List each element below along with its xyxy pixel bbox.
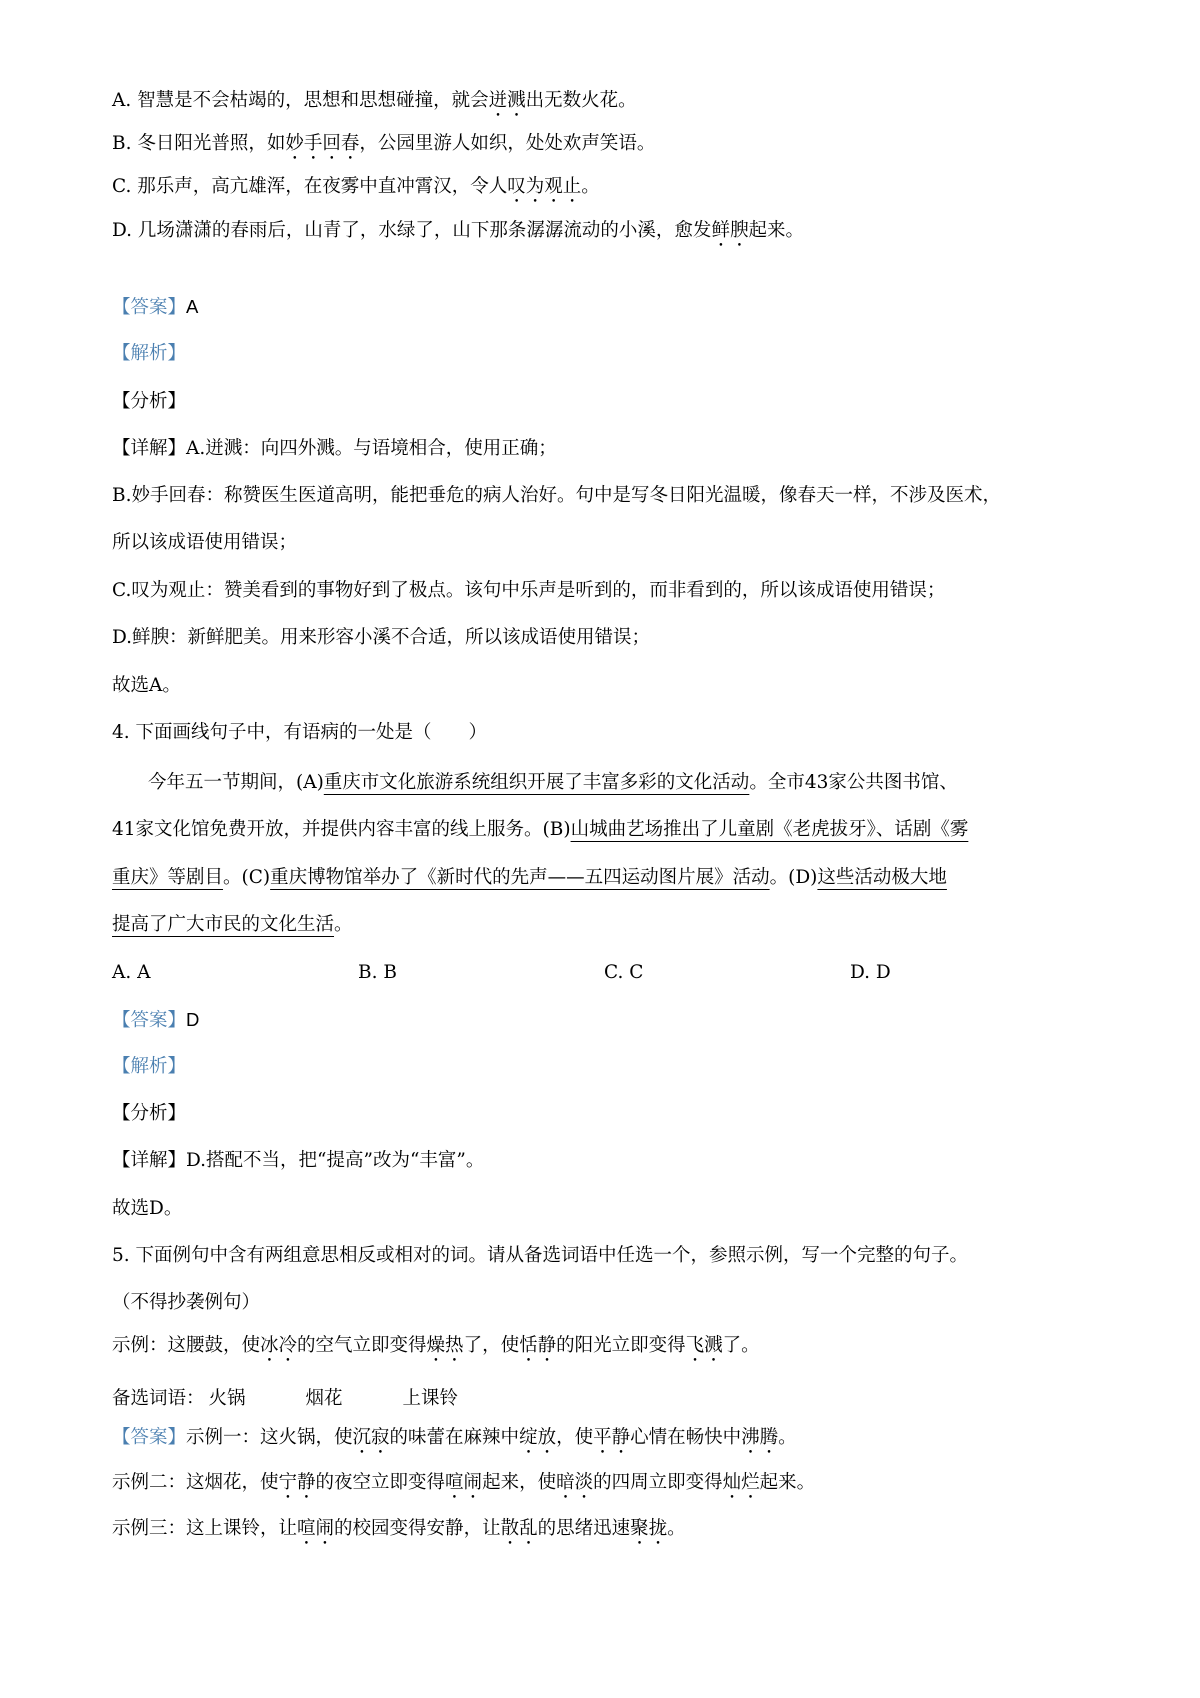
text: 今年五一节期间，(A) xyxy=(148,772,324,793)
text: ，公园里游人如织，处处欢声笑语。 xyxy=(359,133,656,154)
text: 示例：这腰鼓，使 xyxy=(112,1335,261,1356)
text: 示例二：这烟花，使 xyxy=(112,1472,279,1493)
text: 安静 xyxy=(426,1518,464,1539)
q4-passage-line xyxy=(148,770,958,796)
q4-option-d: D. D xyxy=(850,962,891,983)
text: 。 xyxy=(334,914,353,935)
q5-options xyxy=(112,1386,458,1412)
option-word: 上课铃 xyxy=(402,1388,459,1409)
text: 。全市43家公共图书馆、 xyxy=(749,772,958,793)
text: 示例一：这火锅，使 xyxy=(186,1427,353,1448)
q4-option-c: C. C xyxy=(604,962,644,983)
q3-detail-d: D.鲜腴：新鲜肥美。用来形容小溪不合适，所以该成语使用错误； xyxy=(112,627,651,648)
text: 起来，使 xyxy=(482,1472,557,1493)
text: 了。 xyxy=(722,1335,760,1356)
answer-label: 【答案】 xyxy=(112,1427,187,1448)
q3-analysis-label: 【解析】 xyxy=(112,343,187,364)
text: C. 那乐声，高亢雄浑，在夜雾中直冲霄汉，令人 xyxy=(112,176,508,197)
emphasized-word: 沉寂 xyxy=(352,1427,390,1448)
emphasized-word: 鲜腴 xyxy=(711,220,749,241)
text: 。(C) xyxy=(223,867,271,888)
text: 。 xyxy=(778,1427,797,1448)
q3-option-b xyxy=(112,131,655,164)
option-word: 火锅 xyxy=(208,1388,246,1409)
q3-detail-b: B.妙手回春：称赞医生医道高明，能把垂危的病人治好。句中是写冬日阳光温暖，像春天一样，不涉及医术， xyxy=(112,485,1001,506)
q5-example xyxy=(112,1333,760,1366)
emphasized-word: 恬静 xyxy=(519,1335,557,1356)
q4-conclusion: 故选D。 xyxy=(112,1198,183,1219)
emphasized-word: 喧闹 xyxy=(297,1518,335,1539)
text: 了，使 xyxy=(463,1335,520,1356)
q3-detail-a: 【详解】A.迸溅：向四外溅。与语境相合，使用正确； xyxy=(112,438,557,459)
emphasized-word: 迸溅 xyxy=(488,90,526,111)
emphasized-word: 叹为观止 xyxy=(507,176,582,197)
emphasized-word: 燥热 xyxy=(426,1335,464,1356)
text: 。(D) xyxy=(769,867,818,888)
emphasized-word: 暗淡 xyxy=(556,1472,594,1493)
text: 起来。 xyxy=(748,220,804,241)
emphasized-word: 冰冷 xyxy=(260,1335,298,1356)
text: 。 xyxy=(581,176,600,197)
emphasized-word: 散乱 xyxy=(500,1518,538,1539)
q3-fenxi: 【分析】 xyxy=(112,391,187,412)
text: 示例三：这上课铃，让 xyxy=(112,1518,298,1539)
text: 41家文化馆免费开放，并提供内容丰富的线上服务。(B) xyxy=(112,819,571,840)
q3-detail-b-cont: 所以该成语使用错误； xyxy=(112,532,298,553)
q5-answer-1 xyxy=(112,1425,797,1458)
q4-option-a: A. A xyxy=(112,962,151,983)
q5-note: （不得抄袭例句） xyxy=(112,1292,261,1313)
q4-fenxi: 【分析】 xyxy=(112,1103,187,1124)
emphasized-word: 宁静 xyxy=(278,1472,316,1493)
text: 的思绪迅速 xyxy=(537,1518,631,1539)
answer-value: D xyxy=(186,1009,200,1030)
text: 的四周立即变得 xyxy=(593,1472,723,1493)
text: 的味蕾在麻辣中 xyxy=(389,1427,520,1448)
text: 的空气立即变得 xyxy=(297,1335,427,1356)
answer-label: 【答案】 xyxy=(112,1010,187,1031)
text: 出无数火花。 xyxy=(525,90,637,111)
text: 心情在畅快中 xyxy=(630,1427,742,1448)
q4-answer xyxy=(112,1007,199,1034)
text: D. 几场潇潇的春雨后，山青了，水绿了，山下那条潺潺流动的小溪，愈发 xyxy=(112,220,712,241)
emphasized-word: 飞溅 xyxy=(685,1335,723,1356)
q4-passage-line xyxy=(112,865,947,891)
text: 起来。 xyxy=(759,1472,816,1493)
q3-option-a xyxy=(112,88,637,121)
q5-answer-3 xyxy=(112,1516,686,1549)
q3-option-d xyxy=(112,218,804,251)
text: 的夜空立即变得 xyxy=(315,1472,446,1493)
underlined-sentence-d: 这些活动极大地 xyxy=(817,867,947,888)
q4-option-b: B. B xyxy=(358,962,397,983)
q3-detail-c: C.叹为观止：赞美看到的事物好到了极点。该句中乐声是听到的，而非看到的，所以该成语使用错误； xyxy=(112,580,946,601)
q4-detail: 【详解】D.搭配不当，把“提高”改为“丰富”。 xyxy=(112,1150,485,1171)
answer-value: A xyxy=(186,296,199,317)
q5-answer-2 xyxy=(112,1470,815,1503)
q3-option-c xyxy=(112,174,600,207)
text: 的校园变得 xyxy=(334,1518,427,1539)
underlined-sentence-c: 重庆博物馆举办了《新时代的先声——五四运动图片展》活动 xyxy=(270,867,770,888)
answer-label: 【答案】 xyxy=(112,297,187,318)
underlined-sentence-b: 山城曲艺场推出了儿童剧《老虎拔牙》、话剧《雾 xyxy=(570,819,969,840)
underlined-sentence-a: 重庆市文化旅游系统组织开展了丰富多彩的文化活动 xyxy=(323,772,750,793)
emphasized-word: 绽放 xyxy=(519,1427,557,1448)
options-label: 备选词语： xyxy=(112,1388,205,1409)
q4-analysis-label: 【解析】 xyxy=(112,1056,187,1077)
q3-answer xyxy=(112,294,198,321)
emphasized-word: 灿烂 xyxy=(722,1472,760,1493)
q4-stem: 4. 下面画线句子中，有语病的一处是（ ） xyxy=(112,722,488,743)
underlined-sentence-d: 提高了广大市民的文化生活 xyxy=(112,914,335,935)
emphasized-word: 聚拢 xyxy=(630,1518,668,1539)
text: B. 冬日阳光普照，如 xyxy=(112,133,286,154)
emphasized-word: 喧闹 xyxy=(445,1472,483,1493)
q4-passage-line xyxy=(112,912,353,938)
q3-conclusion: 故选A。 xyxy=(112,675,181,696)
text: ，使 xyxy=(556,1427,594,1448)
q5-stem: 5. 下面例句中含有两组意思相反或相对的词。请从备选词语中任选一个，参照示例，写一个完整的句子。 xyxy=(112,1245,969,1266)
emphasized-word: 妙手回春 xyxy=(285,133,360,154)
text: 。 xyxy=(667,1518,686,1539)
q4-passage-line xyxy=(112,817,968,843)
emphasized-word: 平静 xyxy=(593,1427,631,1448)
option-word: 烟花 xyxy=(305,1388,343,1409)
text: ，让 xyxy=(463,1518,501,1539)
emphasized-word: 沸腾 xyxy=(741,1427,779,1448)
underlined-sentence-b: 重庆》等剧目 xyxy=(112,867,224,888)
text: A. 智慧是不会枯竭的，思想和思想碰撞，就会 xyxy=(112,90,489,111)
text: 的阳光立即变得 xyxy=(556,1335,686,1356)
